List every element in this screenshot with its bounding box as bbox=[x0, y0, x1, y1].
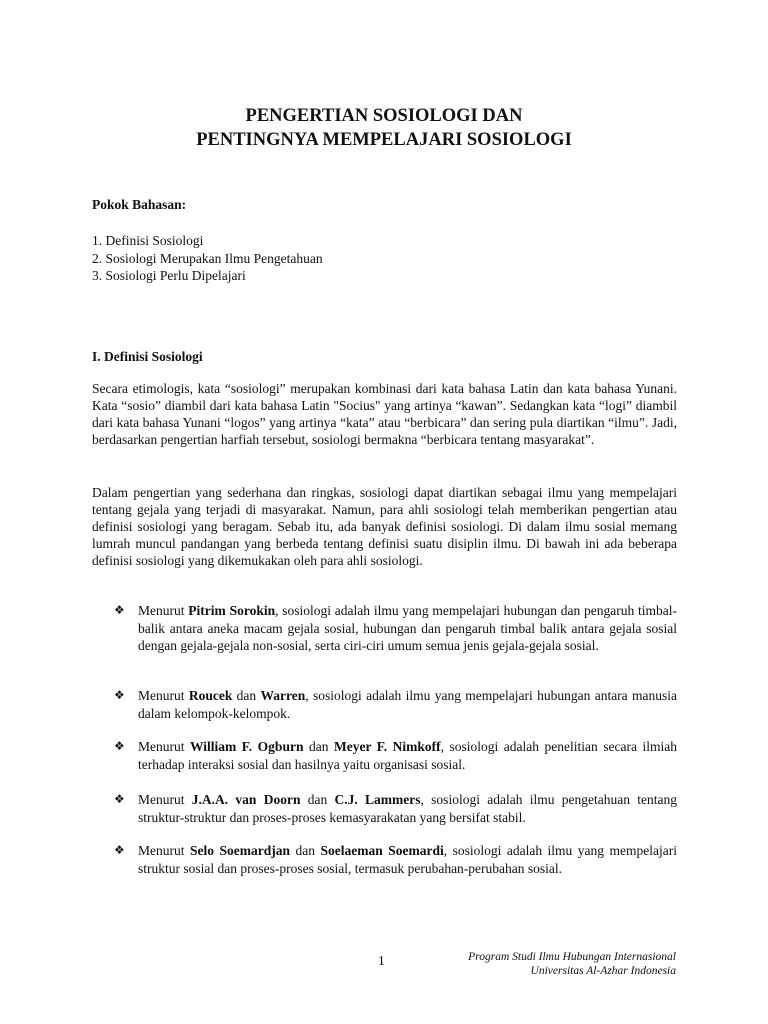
definition-connector: dan bbox=[300, 792, 335, 807]
definition-body: , sosiologi adalah ilmu pengetahuan tentang struktur-struktur dan proses-proses kemasyarakatan yang bersifat stabil. bbox=[138, 792, 677, 825]
footer-line-1: Program Studi Ilmu Hubungan Internasional bbox=[468, 951, 676, 963]
pokok-bahasan-label: Pokok Bahasan: bbox=[92, 197, 187, 212]
expert-name: William F. Ogburn bbox=[190, 739, 304, 754]
definition-text bbox=[138, 602, 677, 655]
title-line-1: PENGERTIAN SOSIOLOGI DAN bbox=[245, 106, 523, 126]
expert-name: Meyer F. Nimkoff bbox=[333, 739, 441, 754]
diamond-bullet-icon: ❖ bbox=[114, 603, 125, 617]
footer-institution bbox=[468, 950, 676, 978]
definition-text bbox=[138, 791, 677, 826]
topic-item: 2. Sosiologi Merupakan Ilmu Pengetahuan bbox=[92, 250, 323, 266]
definition-item bbox=[114, 738, 677, 773]
expert-name: J.A.A. van Doorn bbox=[191, 792, 301, 807]
expert-name: Selo Soemardjan bbox=[189, 843, 290, 858]
section-heading: I. Definisi Sosiologi bbox=[92, 349, 203, 364]
diamond-bullet-icon: ❖ bbox=[114, 792, 125, 806]
definition-connector: dan bbox=[303, 739, 334, 754]
definition-prefix: Menurut bbox=[138, 603, 189, 618]
definition-connector: dan bbox=[289, 843, 321, 858]
expert-name: Pitrim Sorokin bbox=[188, 603, 276, 618]
definition-body: , sosiologi adalah ilmu yang mempelajari struktur sosial dan proses-proses sosial, termasuk perubahan-perubahan sosial. bbox=[138, 843, 678, 876]
expert-name: Roucek bbox=[188, 688, 233, 703]
expert-name: C.J. Lammers bbox=[334, 792, 421, 807]
definition-body: , sosiologi adalah ilmu yang mempelajari hubungan antara manusia dalam kelompok-kelompok. bbox=[138, 688, 677, 721]
diamond-bullet-icon: ❖ bbox=[114, 688, 125, 702]
definition-prefix: Menurut bbox=[138, 739, 191, 754]
page-number: 1 bbox=[378, 953, 385, 968]
definition-connector: dan bbox=[232, 688, 261, 703]
expert-name: Soelaeman Soemardi bbox=[320, 843, 444, 858]
definition-prefix: Menurut bbox=[138, 688, 189, 703]
document-title bbox=[0, 104, 768, 152]
definition-text bbox=[138, 738, 677, 773]
expert-name: Warren bbox=[260, 688, 306, 703]
definition-item bbox=[114, 602, 677, 655]
definition-prefix: Menurut bbox=[138, 792, 192, 807]
definition-text bbox=[138, 687, 677, 722]
definition-body: , sosiologi adalah ilmu yang mempelajari hubungan dan pengaruh timbal-balik antara aneka macam gejala sosial, hubungan dan pengaruh timbal balik antara gejala sosial dengan gejala-gejala non-sosial, serta ciri-ciri umum semua jenis gejala-gejala sosial. bbox=[138, 603, 677, 653]
definition-item bbox=[114, 687, 677, 722]
definition-text bbox=[138, 842, 677, 877]
footer-line-2: Universitas Al-Azhar Indonesia bbox=[530, 965, 676, 977]
title-line-2: PENTINGNYA MEMPELAJARI SOSIOLOGI bbox=[196, 130, 572, 150]
paragraph-definition-intro: Dalam pengertian yang sederhana dan ringkas, sosiologi dapat diartikan sebagai ilmu yang mempelajari tentang gejala yang terjadi di masyarakat. Namun, para ahli sosiologi telah memberikan pengertian atau definisi sosiologi yang beragam. Sebab itu, ada banyak definisi sosiologi. Di dalam ilmu sosial memang lumrah muncul pandangan yang berbeda tentang definisi suatu disiplin ilmu. Di bawah ini ada beberapa definisi sosiologi yang dikemukakan oleh para ahli sosiologi. bbox=[92, 485, 677, 568]
definition-item bbox=[114, 791, 677, 826]
topic-list bbox=[92, 232, 323, 285]
definition-prefix: Menurut bbox=[138, 843, 190, 858]
definition-body: , sosiologi adalah penelitian secara ilmiah terhadap interaksi sosial dan hasilnya yaitu organisasi sosial. bbox=[138, 739, 677, 772]
diamond-bullet-icon: ❖ bbox=[114, 843, 125, 857]
definition-item bbox=[114, 842, 677, 877]
topic-item: 1. Definisi Sosiologi bbox=[92, 233, 204, 248]
paragraph-etymology: Secara etimologis, kata “sosiologi” merupakan kombinasi dari kata bahasa Latin dan kata bahasa Yunani. Kata “sosio” diambil dari kata bahasa Latin "Socius" yang artinya “kawan”. Sedangkan kata “logi” diambil dari kata bahasa Yunani “logos” yang artinya “kata” atau “berbicara” dan sering pula diartikan “ilmu”. Jadi, berdasarkan pengertian harfiah tersebut, sosiologi bermakna “berbicara tentang masyarakat”. bbox=[92, 381, 677, 447]
diamond-bullet-icon: ❖ bbox=[114, 739, 125, 753]
topic-item: 3. Sosiologi Perlu Dipelajari bbox=[92, 268, 246, 283]
